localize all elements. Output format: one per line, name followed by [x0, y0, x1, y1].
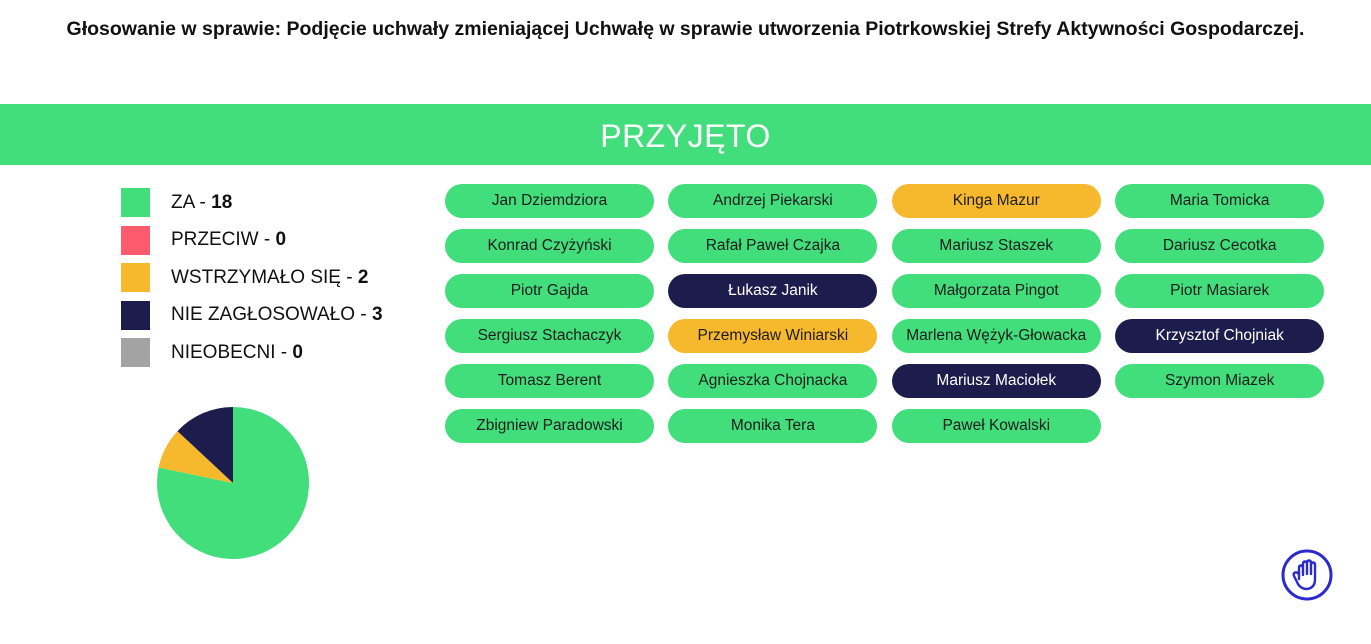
legend-label: [171, 192, 232, 214]
councillor-vote-pill: Monika Tera: [668, 409, 877, 443]
councillor-vote-pill: Piotr Gajda: [445, 274, 654, 308]
councillor-vote-pill: Andrzej Piekarski: [668, 184, 877, 218]
councillor-vote-pill: Łukasz Janik: [668, 274, 877, 308]
councillor-vote-pill: Krzysztof Chojniak: [1115, 319, 1324, 353]
councillor-vote-pill: Przemysław Winiarski: [668, 319, 877, 353]
legend-swatch: [121, 226, 150, 255]
councillor-vote-pill: Sergiusz Stachaczyk: [445, 319, 654, 353]
legend-swatch: [121, 338, 150, 367]
councillor-vote-pill: Kinga Mazur: [892, 184, 1101, 218]
councillor-vote-pill: Konrad Czyżyński: [445, 229, 654, 263]
legend-label: [171, 229, 286, 251]
legend-swatch: [121, 301, 150, 330]
councillor-vote-pill: Małgorzata Pingot: [892, 274, 1101, 308]
vote-legend: [121, 184, 383, 372]
legend-label-text: NIE ZAGŁOSOWAŁO -: [171, 304, 372, 326]
legend-item: [121, 184, 383, 222]
councillor-vote-pill: Agnieszka Chojnacka: [668, 364, 877, 398]
legend-count: 0: [292, 341, 303, 363]
legend-count: 0: [275, 229, 287, 251]
councillor-vote-pill: Paweł Kowalski: [892, 409, 1101, 443]
councillor-vote-pill: Mariusz Maciołek: [892, 364, 1101, 398]
status-banner: PRZYJĘTO: [0, 104, 1371, 165]
councillors-grid: [445, 184, 1325, 443]
legend-count: 3: [371, 304, 383, 326]
councillor-vote-pill: Jan Dziemdziora: [445, 184, 654, 218]
councillor-vote-pill: Tomasz Berent: [445, 364, 654, 398]
councillor-vote-pill: Dariusz Cecotka: [1115, 229, 1324, 263]
legend-count: 2: [357, 266, 369, 288]
councillor-vote-pill: Zbigniew Paradowski: [445, 409, 654, 443]
councillor-vote-pill: Szymon Miazek: [1115, 364, 1324, 398]
legend-item: [121, 334, 383, 372]
councillor-vote-pill: Piotr Masiarek: [1115, 274, 1324, 308]
legend-item: [121, 297, 383, 335]
legend-item: [121, 259, 383, 297]
raised-hand-icon[interactable]: [1281, 549, 1333, 601]
councillor-vote-pill: Rafał Paweł Czajka: [668, 229, 877, 263]
legend-swatch: [121, 188, 150, 217]
councillor-vote-pill: Mariusz Staszek: [892, 229, 1101, 263]
legend-label: [171, 267, 368, 289]
legend-label-text: PRZECIW -: [171, 229, 276, 251]
legend-label-text: NIEOBECNI -: [171, 341, 293, 363]
councillor-vote-pill: Marlena Wężyk-Głowacka: [892, 319, 1101, 353]
legend-label: [171, 304, 383, 326]
legend-item: [121, 222, 383, 260]
vote-title: Głosowanie w sprawie: Podjęcie uchwały zmieniającej Uchwałę w sprawie utworzenia Piotrkowskiej Strefy Aktywności Gospodarczej.: [66, 18, 1305, 40]
legend-count: 18: [211, 191, 233, 213]
legend-label-text: WSTRZYMAŁO SIĘ -: [171, 266, 358, 288]
councillor-vote-pill: Maria Tomicka: [1115, 184, 1324, 218]
legend-label: [171, 342, 303, 364]
vote-pie-chart: [156, 406, 310, 560]
legend-swatch: [121, 263, 150, 292]
legend-label-text: ZA -: [171, 191, 212, 213]
